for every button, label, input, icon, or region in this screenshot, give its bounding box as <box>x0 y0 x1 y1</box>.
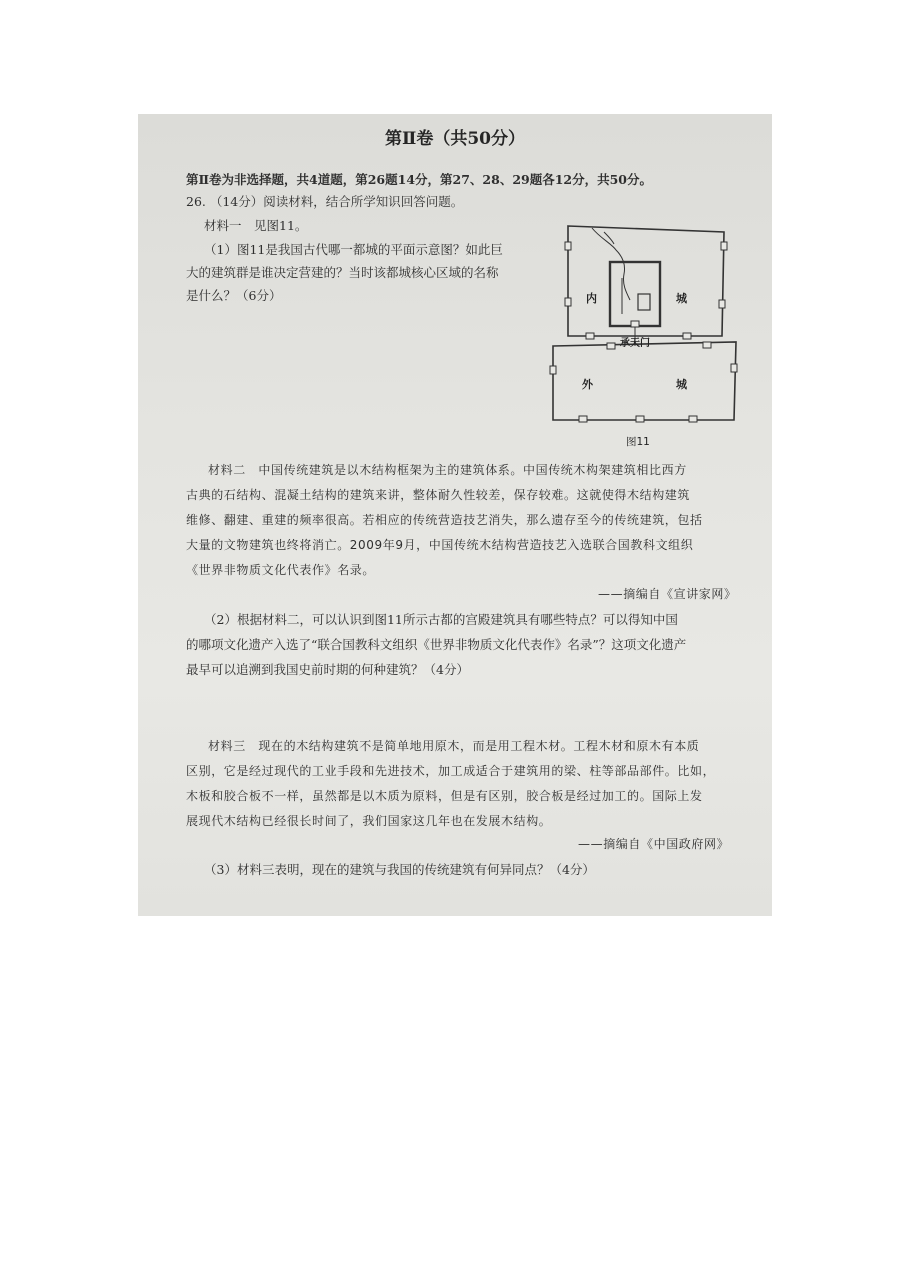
material-2-line: 《世界非物质文化代表作》名录。 <box>186 563 376 577</box>
gate-tower <box>565 298 571 306</box>
sub-question-1-line: 大的建筑群是谁决定营建的？当时该都城核心区域的名称 <box>186 265 499 280</box>
material-3-source: ——摘编自《中国政府网》 <box>578 837 730 851</box>
material-2-source: ——摘编自《宣讲家网》 <box>598 587 737 601</box>
gate-tower <box>550 366 556 374</box>
sub-question-2-line: 最早可以追溯到我国史前时期的何种建筑？（4分） <box>186 662 469 677</box>
material-3-line: 材料三 现在的木结构建筑不是简单地用原木，而是用工程木材。工程木材和原木有本质 <box>208 739 700 753</box>
gate-tower <box>719 300 725 308</box>
material-3-line: 区别，它是经过现代的工业手段和先进技术，加工成适合于建筑用的梁、柱等部品部件。比如， <box>186 764 716 778</box>
gate-tower <box>586 333 594 339</box>
inner-city-label-right: 城 <box>676 292 687 305</box>
gate-tower <box>631 321 639 327</box>
gate-tower <box>579 416 587 422</box>
outer-city-wall <box>553 342 736 420</box>
gate-tower <box>683 333 691 339</box>
material-2-line: 大量的文物建筑也终将消亡。2009年9月，中国传统木结构营造技艺入选联合国教科文组织 <box>186 538 694 552</box>
inner-city-wall <box>568 226 724 336</box>
gate-label: 承天门 <box>620 338 650 349</box>
gate-tower <box>689 416 697 422</box>
gate-tower <box>731 364 737 372</box>
inner-city-label-left: 内 <box>586 292 597 305</box>
gate-tower <box>565 242 571 250</box>
question-26-header: 26. （14分）阅读材料，结合所学知识回答问题。 <box>186 194 464 209</box>
section-title: 第Ⅱ卷（共50分） <box>385 129 525 149</box>
sub-question-2-line: 的哪项文化遗产入选了“联合国教科文组织《世界非物质文化代表作》名录”？这项文化遗产 <box>186 637 687 652</box>
material-3-line: 木板和胶合板不一样，虽然都是以木质为原料，但是有区别，胶合板是经过加工的。国际上发 <box>186 789 703 803</box>
exam-page-photo <box>138 114 772 916</box>
figure-caption: 图11 <box>626 436 650 448</box>
palace-hall <box>638 294 650 310</box>
gate-tower <box>607 343 615 349</box>
outer-city-label-right: 城 <box>676 378 687 391</box>
outer-city-label-left: 外 <box>582 378 593 391</box>
material-1-label: 材料一 见图11。 <box>204 218 308 233</box>
gate-tower <box>703 342 711 348</box>
gate-tower <box>721 242 727 250</box>
material-2-line: 维修、翻建、重建的频率很高。若相应的传统营造技艺消失，那么遗存至今的传统建筑，包括 <box>186 513 703 527</box>
material-3-line: 展现代木结构已经很长时间了，我们国家这几年也在发展木结构。 <box>186 814 552 828</box>
material-2-line: 材料二 中国传统建筑是以木结构框架为主的建筑体系。中国传统木构架建筑相比西方 <box>208 463 687 477</box>
sub-question-3: （3）材料三表明，现在的建筑与我国的传统建筑有何异同点？（4分） <box>204 862 595 877</box>
sub-question-1-line: （1）图11是我国古代哪一都城的平面示意图？如此巨 <box>204 242 503 257</box>
gate-tower <box>636 416 644 422</box>
material-2-line: 古典的石结构、混凝土结构的建筑来讲，整体耐久性较差，保存较难。这就使得木结构建筑 <box>186 488 691 502</box>
section-intro: 第Ⅱ卷为非选择题，共4道题，第26题14分，第27、28、29题各12分，共50分。 <box>186 172 652 187</box>
sub-question-1-line: 是什么？（6分） <box>186 288 282 303</box>
sub-question-2-line: （2）根据材料二，可以认识到图11所示古都的宫殿建筑具有哪些特点？可以得知中国 <box>204 612 678 627</box>
palace-compound <box>610 262 660 326</box>
